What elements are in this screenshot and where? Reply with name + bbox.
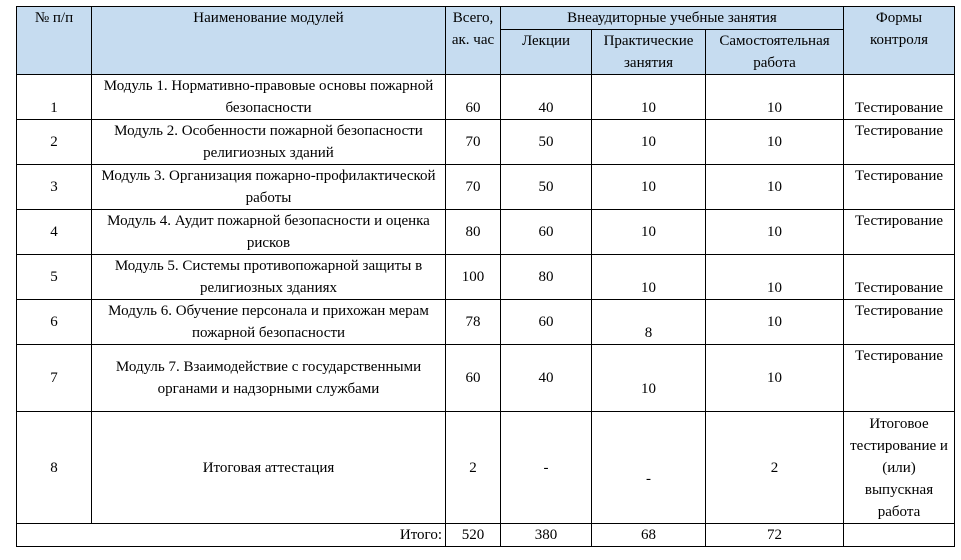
cell-lectures: 40: [501, 345, 592, 412]
cell-control: Тестирование: [844, 255, 955, 300]
cell-total: 2: [446, 412, 501, 524]
cell-lectures: 50: [501, 120, 592, 165]
cell-practical: 10: [592, 255, 706, 300]
cell-num: 7: [17, 345, 92, 412]
cell-self-work: 10: [706, 300, 844, 345]
total-control: [844, 524, 955, 547]
header-name: Наименование модулей: [92, 7, 446, 75]
cell-practical: 10: [592, 345, 706, 412]
table-row: [17, 165, 955, 210]
cell-total: 70: [446, 120, 501, 165]
cell-self-work: 10: [706, 255, 844, 300]
cell-module-name: Модуль 5. Системы противопожарной защиты в религиозных зданиях: [92, 255, 446, 300]
cell-total: 80: [446, 210, 501, 255]
cell-practical: 10: [592, 210, 706, 255]
cell-module-name: Модуль 4. Аудит пожарной безопасности и оценка рисков: [92, 210, 446, 255]
cell-module-name: Итоговая аттестация: [92, 412, 446, 524]
cell-total: 70: [446, 165, 501, 210]
table-row: [17, 255, 955, 300]
cell-lectures: -: [501, 412, 592, 524]
table-row: [17, 412, 955, 524]
cell-lectures: 60: [501, 300, 592, 345]
total-row: [17, 524, 955, 547]
cell-num: 8: [17, 412, 92, 524]
cell-total: 60: [446, 345, 501, 412]
cell-practical: -: [592, 412, 706, 524]
cell-self-work: 10: [706, 165, 844, 210]
table-row: [17, 345, 955, 412]
cell-lectures: 50: [501, 165, 592, 210]
cell-num: 4: [17, 210, 92, 255]
cell-control: Тестирование: [844, 210, 955, 255]
cell-practical: 10: [592, 165, 706, 210]
cell-total: 100: [446, 255, 501, 300]
header-num: № п/п: [17, 7, 92, 75]
table-row: [17, 120, 955, 165]
cell-self-work: 10: [706, 120, 844, 165]
total-lectures: 380: [501, 524, 592, 547]
cell-module-name: Модуль 1. Нормативно-правовые основы пожарной безопасности: [92, 75, 446, 120]
header-group: Внеаудиторные учебные занятия: [501, 7, 844, 30]
header-self-work: Самостоятельная работа: [706, 30, 844, 75]
cell-control: Тестирование: [844, 300, 955, 345]
total-practical: 68: [592, 524, 706, 547]
table-row: [17, 210, 955, 255]
total-label: Итого:: [17, 524, 446, 547]
cell-num: 5: [17, 255, 92, 300]
cell-self-work: 2: [706, 412, 844, 524]
table-header: [17, 7, 955, 75]
cell-control: Итоговое тестирование и (или) выпускная работа: [844, 412, 955, 524]
cell-control: Тестирование: [844, 75, 955, 120]
cell-num: 6: [17, 300, 92, 345]
cell-practical: 10: [592, 120, 706, 165]
cell-lectures: 60: [501, 210, 592, 255]
cell-module-name: Модуль 3. Организация пожарно-профилактической работы: [92, 165, 446, 210]
cell-num: 2: [17, 120, 92, 165]
cell-module-name: Модуль 2. Особенности пожарной безопасности религиозных зданий: [92, 120, 446, 165]
header-total: Всего, ак. час: [446, 7, 501, 75]
cell-total: 60: [446, 75, 501, 120]
cell-lectures: 80: [501, 255, 592, 300]
cell-module-name: Модуль 7. Взаимодействие с государственными органами и надзорными службами: [92, 345, 446, 412]
cell-self-work: 10: [706, 210, 844, 255]
cell-num: 3: [17, 165, 92, 210]
cell-control: Тестирование: [844, 165, 955, 210]
header-control: Формы контроля: [844, 7, 955, 75]
cell-practical: 10: [592, 75, 706, 120]
cell-practical: 8: [592, 300, 706, 345]
cell-self-work: 10: [706, 345, 844, 412]
table-body: [17, 75, 955, 547]
cell-lectures: 40: [501, 75, 592, 120]
cell-control: Тестирование: [844, 120, 955, 165]
total-self-work: 72: [706, 524, 844, 547]
cell-total: 78: [446, 300, 501, 345]
total-hours: 520: [446, 524, 501, 547]
table-row: [17, 300, 955, 345]
cell-num: 1: [17, 75, 92, 120]
cell-module-name: Модуль 6. Обучение персонала и прихожан мерам пожарной безопасности: [92, 300, 446, 345]
header-lectures: Лекции: [501, 30, 592, 75]
table-row: [17, 75, 955, 120]
cell-self-work: 10: [706, 75, 844, 120]
header-practical: Практические занятия: [592, 30, 706, 75]
curriculum-table: [16, 6, 955, 547]
cell-control: Тестирование: [844, 345, 955, 412]
